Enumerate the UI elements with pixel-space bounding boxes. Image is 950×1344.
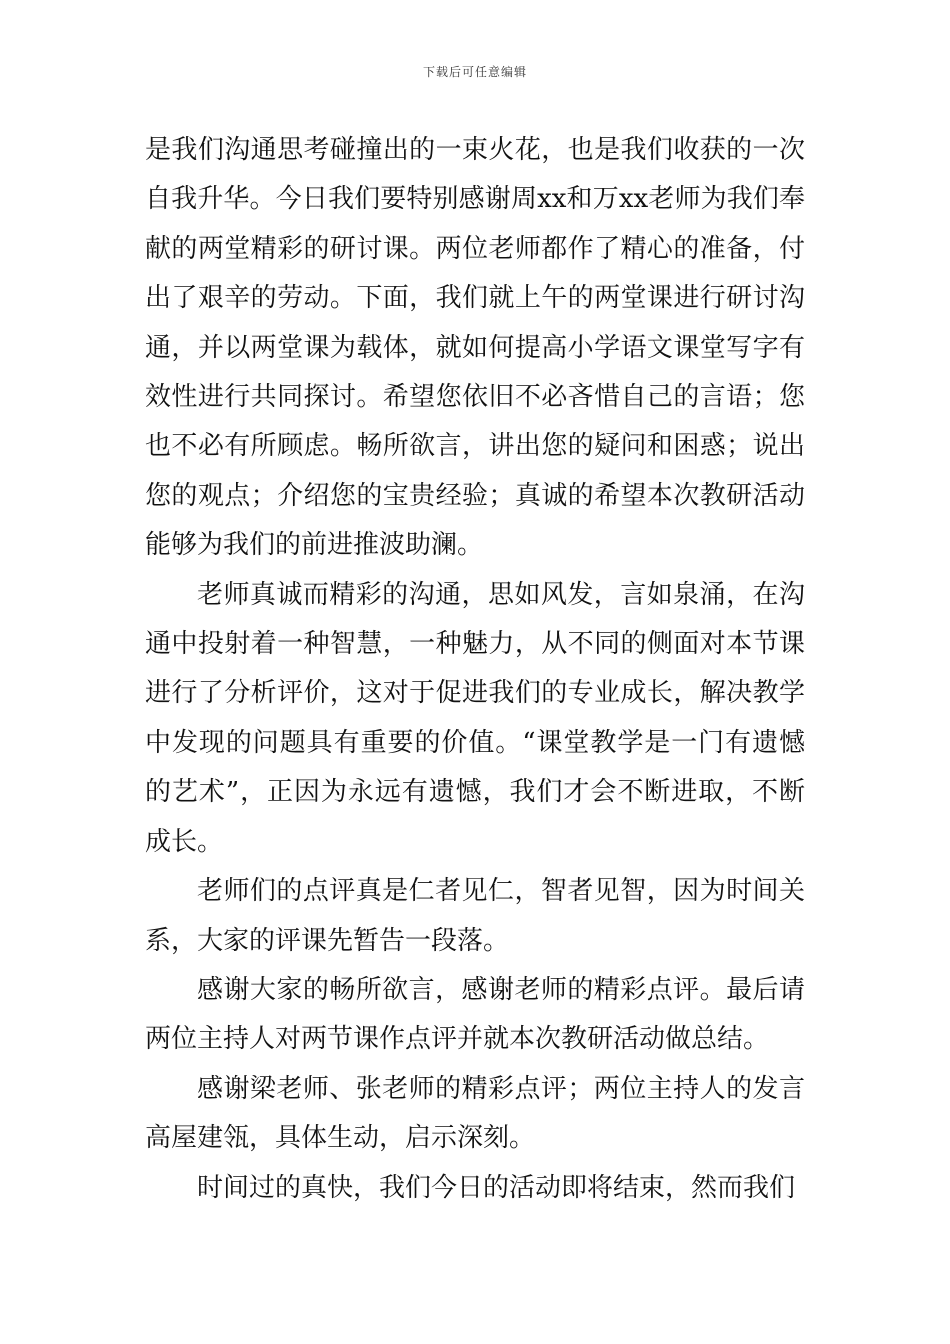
paragraph-5: 感谢梁老师、张老师的精彩点评；两位主持人的发言高屋建瓴，具体生动，启示深刻。: [145, 1073, 805, 1154]
document-body: [145, 126, 805, 1213]
paragraph-4: 感谢大家的畅所欲言，感谢老师的精彩点评。最后请两位主持人对两节课作点评并就本次教研活动做总结。: [145, 974, 805, 1055]
paragraph-6: 时间过的真快，我们今日的活动即将结束，然而我们: [197, 1172, 796, 1203]
paragraph-2: 老师真诚而精彩的沟通，思如风发，言如泉涌，在沟通中投射着一种智慧，一种魅力，从不同的侧面对本节课进行了分析评价，这对于促进我们的专业成长，解决教学中发现的问题具有重要的价值。“课堂教学是一门有遗憾的艺术”，正因为永远有遗憾，我们才会不断进取，不断成长。: [145, 579, 805, 857]
page-header-note: 下载后可任意编辑: [422, 65, 527, 79]
paragraph-3: 老师们的点评真是仁者见仁，智者见智，因为时间关系，大家的评课先暂告一段落。: [145, 876, 805, 956]
paragraph-1: 是我们沟通思考碰撞出的一束火花，也是我们收获的一次自我升华。今日我们要特别感谢周xx和万xx老师为我们奉献的两堂精彩的研讨课。两位老师都作了精心的准备，付出了艰辛的劳动。下面，我们就上午的两堂课进行研讨沟通，并以两堂课为载体，就如何提高小学语文课堂写字有效性进行共同探讨。希望您依旧不必吝惜自己的言语；您也不必有所顾虑。畅所欲言，讲出您的疑问和困惑；说出您的观点；介绍您的宝贵经验；真诚的希望本次教研活动能够为我们的前进推波助澜。: [145, 135, 805, 561]
